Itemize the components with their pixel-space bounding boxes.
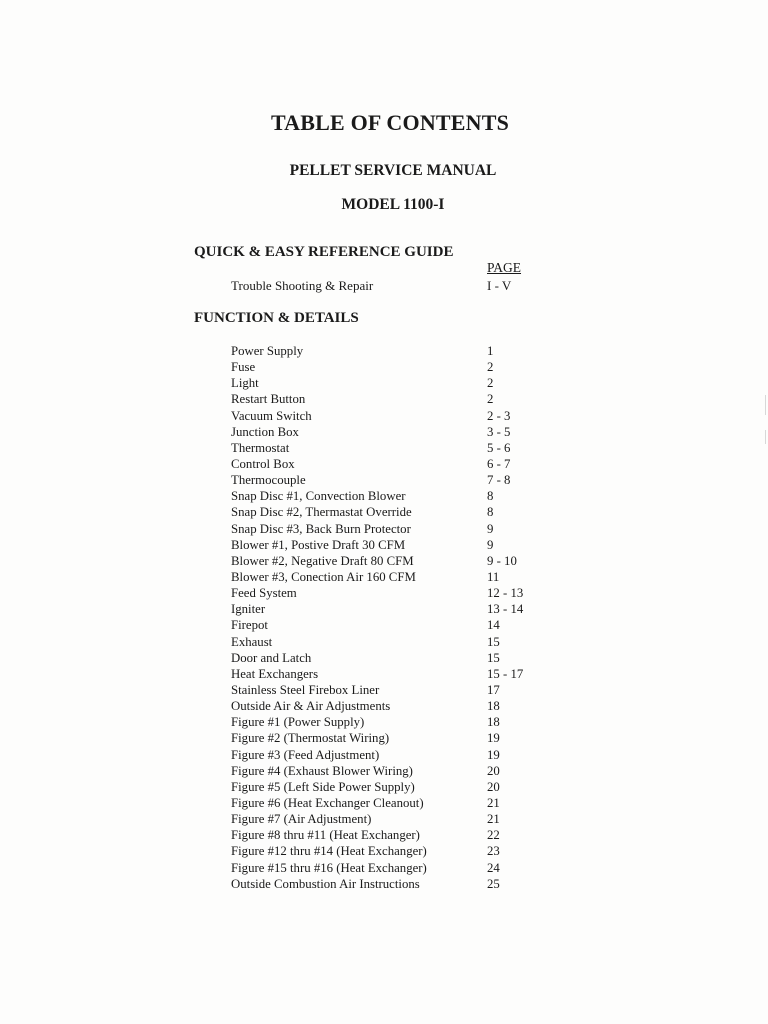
toc-entry-label: Feed System: [231, 586, 297, 601]
manual-name: PELLET SERVICE MANUAL: [289, 162, 497, 179]
toc-entry-page: 9: [487, 537, 494, 552]
toc-entry: [231, 666, 551, 682]
page-column-label: PAGE: [487, 260, 522, 275]
toc-entry: [231, 456, 551, 472]
section-heading-quick-reference: QUICK & EASY REFERENCE GUIDE: [194, 244, 454, 260]
toc-entry: [231, 763, 551, 779]
toc-entry: [231, 617, 551, 633]
scan-edge-mark: [765, 395, 766, 415]
toc-entry-label: Figure #5 (Left Side Power Supply): [231, 779, 415, 794]
toc-entry: [231, 375, 551, 391]
toc-entry-page: 22: [487, 828, 500, 843]
toc-entry-label: Igniter: [231, 602, 266, 617]
toc-entry-label: Blower #3, Conection Air 160 CFM: [231, 569, 416, 584]
toc-entry-label: Figure #3 (Feed Adjustment): [231, 747, 380, 762]
toc-entry: [231, 860, 551, 876]
section-heading-function-details: FUNCTION & DETAILS: [194, 310, 359, 326]
toc-entry-label: Thermocouple: [231, 473, 306, 488]
toc-entry-label: Figure #7 (Air Adjustment): [231, 812, 372, 827]
toc-entry: [231, 440, 551, 456]
toc-entry-label: Snap Disc #2, Thermastat Override: [231, 505, 412, 520]
toc-list: [231, 343, 551, 892]
toc-entry-page: 15 - 17: [487, 666, 524, 681]
toc-entry-label: Firepot: [231, 618, 268, 633]
toc-entry: [231, 569, 551, 585]
toc-entry-page: 12 - 13: [487, 586, 524, 601]
toc-entry-page: 24: [487, 860, 500, 875]
toc-entry-page: 19: [487, 747, 500, 762]
toc-entry: [231, 827, 551, 843]
toc-entry: [231, 521, 551, 537]
toc-entry-label: Figure #8 thru #11 (Heat Exchanger): [231, 828, 420, 843]
toc-entry: [231, 585, 551, 601]
toc-entry: [231, 747, 551, 763]
toc-entry-page: 23: [487, 844, 500, 859]
toc-entry: [231, 488, 551, 504]
toc-entry-label: Trouble Shooting & Repair: [231, 278, 374, 293]
page-title: TABLE OF CONTENTS: [270, 110, 510, 135]
toc-entry: [231, 472, 551, 488]
toc-entry: [231, 553, 551, 569]
toc-entry: [231, 601, 551, 617]
toc-entry-label: Blower #1, Postive Draft 30 CFM: [231, 537, 406, 552]
toc-entry-page: 2: [487, 376, 494, 391]
toc-entry-page: 15: [487, 634, 500, 649]
toc-entry-label: Stainless Steel Firebox Liner: [231, 682, 380, 697]
toc-entry: [231, 714, 551, 730]
toc-entry-label: Blower #2, Negative Draft 80 CFM: [231, 553, 414, 568]
toc-entry-label: Figure #12 thru #14 (Heat Exchanger): [231, 844, 427, 859]
toc-entry-page: 2 - 3: [487, 408, 511, 423]
toc-entry: [231, 343, 551, 359]
toc-entry-page: 25: [487, 876, 500, 891]
toc-entry: [231, 779, 551, 795]
toc-entry-page: 3 - 5: [487, 424, 511, 439]
toc-entry-page: 20: [487, 763, 500, 778]
toc-entry-page: 18: [487, 699, 500, 714]
toc-entry: [231, 795, 551, 811]
toc-entry-label: Figure #1 (Power Supply): [231, 715, 365, 730]
toc-entry-label: Heat Exchangers: [231, 666, 319, 681]
toc-entry-label: Outside Combustion Air Instructions: [231, 876, 420, 891]
scan-edge-mark: [765, 430, 766, 444]
toc-entry: [231, 504, 551, 520]
toc-entry-page: 19: [487, 731, 500, 746]
toc-entry: [231, 391, 551, 407]
toc-entry: [231, 424, 551, 440]
toc-entry-page: 8: [487, 489, 494, 504]
toc-entry-page: 11: [487, 569, 500, 584]
toc-entry: [231, 650, 551, 666]
toc-entry-page: 1: [487, 344, 494, 358]
toc-entry-label: Figure #6 (Heat Exchanger Cleanout): [231, 795, 424, 810]
model-name: MODEL 1100-I: [341, 196, 445, 213]
toc-entry-label: Restart Button: [231, 392, 306, 407]
toc-entry-page: 6 - 7: [487, 456, 511, 471]
toc-entry-page: 5 - 6: [487, 440, 511, 455]
toc-entry-page: 21: [487, 795, 500, 810]
toc-entry-label: Snap Disc #3, Back Burn Protector: [231, 521, 411, 536]
toc-entry-label: Power Supply: [231, 344, 304, 358]
toc-entry: [231, 843, 551, 859]
toc-entry-page: 9: [487, 521, 494, 536]
toc-entry-page: 9 - 10: [487, 553, 517, 568]
toc-entry-label: Figure #2 (Thermostat Wiring): [231, 731, 390, 746]
toc-entry: [231, 811, 551, 827]
toc-entry-page: 14: [487, 618, 500, 633]
toc-entry-label: Door and Latch: [231, 650, 312, 665]
toc-entry-page: 2: [487, 360, 494, 375]
toc-entry-label: Figure #4 (Exhaust Blower Wiring): [231, 763, 413, 778]
toc-entry-page: 20: [487, 779, 500, 794]
toc-entry: [231, 278, 551, 294]
toc-entry: [231, 537, 551, 553]
toc-entry-page: 15: [487, 650, 500, 665]
toc-entry: [231, 730, 551, 746]
toc-entry: [231, 359, 551, 375]
toc-entry: [231, 876, 551, 892]
toc-entry-page: 13 - 14: [487, 602, 524, 617]
toc-entry-label: Fuse: [231, 360, 256, 375]
toc-entry-label: Vacuum Switch: [231, 408, 312, 423]
toc-entry: [231, 408, 551, 424]
toc-entry-page: 18: [487, 715, 500, 730]
toc-entry-label: Thermostat: [231, 440, 290, 455]
toc-entry: [231, 634, 551, 650]
toc-entry-label: Junction Box: [231, 424, 299, 439]
toc-entry-page: 7 - 8: [487, 473, 511, 488]
toc-entry-page: 21: [487, 812, 500, 827]
toc-entry-label: Light: [231, 376, 259, 391]
toc-entry-label: Exhaust: [231, 634, 273, 649]
toc-entry: [231, 698, 551, 714]
toc-entry: [231, 682, 551, 698]
toc-entry-label: Control Box: [231, 456, 295, 471]
toc-entry-page: 2: [487, 392, 494, 407]
toc-entry-page: I - V: [487, 278, 512, 293]
toc-entry-label: Snap Disc #1, Convection Blower: [231, 489, 406, 504]
toc-entry-label: Figure #15 thru #16 (Heat Exchanger): [231, 860, 427, 875]
toc-entry-label: Outside Air & Air Adjustments: [231, 699, 391, 714]
toc-entry-page: 17: [487, 682, 500, 697]
toc-entry-page: 8: [487, 505, 494, 520]
